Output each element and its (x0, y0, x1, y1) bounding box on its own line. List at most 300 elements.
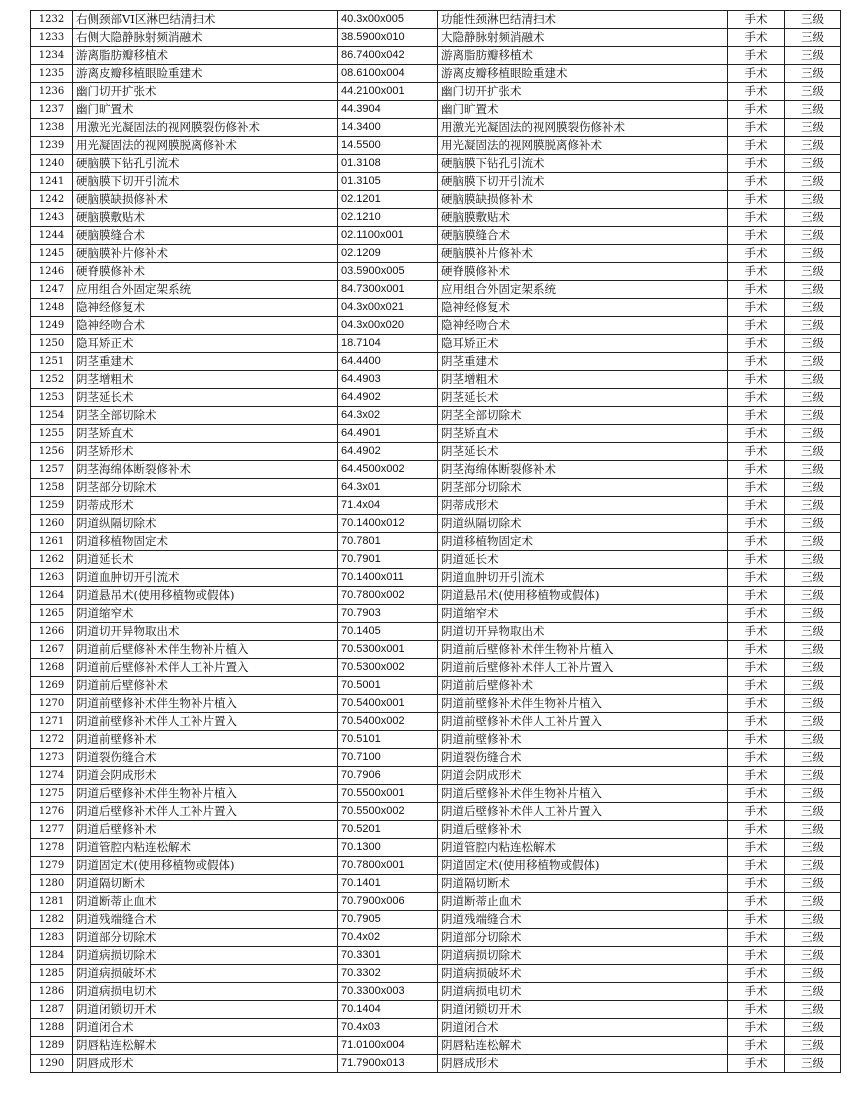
row-number: 1276 (31, 803, 73, 821)
procedure-name: 阴道病损电切术 (73, 983, 338, 1001)
mapped-procedure-name: 硬脑膜缝合术 (438, 227, 728, 245)
procedure-code: 14.3400 (338, 119, 438, 137)
procedure-name: 阴茎增粗术 (73, 371, 338, 389)
procedure-category: 手术 (728, 191, 785, 209)
procedure-code: 71.4x04 (338, 497, 438, 515)
table-row (31, 1001, 841, 1019)
procedure-code: 03.5900x005 (338, 263, 438, 281)
row-number: 1258 (31, 479, 73, 497)
procedure-name: 阴道残端缝合术 (73, 911, 338, 929)
row-number: 1268 (31, 659, 73, 677)
row-number: 1274 (31, 767, 73, 785)
procedure-name: 阴道断蒂止血术 (73, 893, 338, 911)
mapped-procedure-name: 阴道血肿切开引流术 (438, 569, 728, 587)
procedure-category: 手术 (728, 767, 785, 785)
table-row (31, 389, 841, 407)
procedure-category: 手术 (728, 137, 785, 155)
mapped-procedure-name: 阴道会阴成形术 (438, 767, 728, 785)
procedure-code: 08.6100x004 (338, 65, 438, 83)
row-number: 1289 (31, 1037, 73, 1055)
procedure-name: 阴道移植物固定术 (73, 533, 338, 551)
procedure-grade: 三级 (785, 497, 841, 515)
procedure-grade: 三级 (785, 407, 841, 425)
procedure-code: 70.7100 (338, 749, 438, 767)
mapped-procedure-name: 阴道切开异物取出术 (438, 623, 728, 641)
row-number: 1236 (31, 83, 73, 101)
table-row (31, 335, 841, 353)
procedure-grade: 三级 (785, 353, 841, 371)
procedure-code: 70.5500x001 (338, 785, 438, 803)
table-row (31, 857, 841, 875)
procedure-code: 01.3108 (338, 155, 438, 173)
mapped-procedure-name: 阴道纵隔切除术 (438, 515, 728, 533)
mapped-procedure-name: 硬脑膜下切开引流术 (438, 173, 728, 191)
row-number: 1256 (31, 443, 73, 461)
table-row (31, 443, 841, 461)
table-row (31, 785, 841, 803)
procedure-name: 阴道管腔内粘连松解术 (73, 839, 338, 857)
row-number: 1239 (31, 137, 73, 155)
table-row (31, 65, 841, 83)
procedure-name: 硬脑膜下钻孔引流术 (73, 155, 338, 173)
procedure-grade: 三级 (785, 29, 841, 47)
procedure-code: 64.4902 (338, 443, 438, 461)
procedure-grade: 三级 (785, 299, 841, 317)
table-row (31, 947, 841, 965)
procedure-name: 阴道后壁修补术伴生物补片植入 (73, 785, 338, 803)
procedure-category: 手术 (728, 785, 785, 803)
procedure-name: 硬脊膜修补术 (73, 263, 338, 281)
procedure-category: 手术 (728, 155, 785, 173)
table-row (31, 1055, 841, 1073)
row-number: 1237 (31, 101, 73, 119)
procedure-name: 阴道隔切断术 (73, 875, 338, 893)
table-row (31, 821, 841, 839)
table-row (31, 353, 841, 371)
row-number: 1282 (31, 911, 73, 929)
procedure-code: 44.2100x001 (338, 83, 438, 101)
mapped-procedure-name: 阴道前后壁修补术 (438, 677, 728, 695)
procedure-category: 手术 (728, 173, 785, 191)
procedure-code: 70.4x03 (338, 1019, 438, 1037)
procedure-code: 64.4400 (338, 353, 438, 371)
procedure-category: 手术 (728, 1037, 785, 1055)
procedure-category: 手术 (728, 893, 785, 911)
mapped-procedure-name: 阴茎重建术 (438, 353, 728, 371)
procedure-grade: 三级 (785, 965, 841, 983)
procedure-code: 64.4903 (338, 371, 438, 389)
table-row (31, 119, 841, 137)
procedure-category: 手术 (728, 911, 785, 929)
procedure-grade: 三级 (785, 137, 841, 155)
procedure-code: 84.7300x001 (338, 281, 438, 299)
procedure-name: 阴道前后壁修补术伴生物补片植入 (73, 641, 338, 659)
procedure-grade: 三级 (785, 533, 841, 551)
row-number: 1288 (31, 1019, 73, 1037)
procedure-name: 阴道延长术 (73, 551, 338, 569)
mapped-procedure-name: 阴道前壁修补术伴人工补片置入 (438, 713, 728, 731)
procedure-code: 71.0100x004 (338, 1037, 438, 1055)
procedure-name: 右侧大隐静脉射频消融术 (73, 29, 338, 47)
mapped-procedure-name: 阴道断蒂止血术 (438, 893, 728, 911)
procedure-code: 70.7800x001 (338, 857, 438, 875)
procedure-grade: 三级 (785, 929, 841, 947)
procedure-code: 04.3x00x020 (338, 317, 438, 335)
procedure-name: 用激光光凝固法的视网膜裂伤修补术 (73, 119, 338, 137)
procedure-name: 硬脑膜缺损修补术 (73, 191, 338, 209)
mapped-procedure-name: 阴道悬吊术(使用移植物或假体) (438, 587, 728, 605)
procedure-category: 手术 (728, 299, 785, 317)
row-number: 1261 (31, 533, 73, 551)
table-row (31, 47, 841, 65)
table-row (31, 641, 841, 659)
procedure-grade: 三级 (785, 209, 841, 227)
mapped-procedure-name: 阴道后壁修补术伴人工补片置入 (438, 803, 728, 821)
procedure-category: 手术 (728, 641, 785, 659)
procedure-category: 手术 (728, 353, 785, 371)
procedure-name: 阴茎矫形术 (73, 443, 338, 461)
procedure-grade: 三级 (785, 263, 841, 281)
document-page (30, 10, 840, 1108)
table-row (31, 893, 841, 911)
mapped-procedure-name: 大隐静脉射频消融术 (438, 29, 728, 47)
procedure-grade: 三级 (785, 605, 841, 623)
mapped-procedure-name: 阴道病损破坏术 (438, 965, 728, 983)
procedure-grade: 三级 (785, 983, 841, 1001)
procedure-code: 14.5500 (338, 137, 438, 155)
mapped-procedure-name: 阴道移植物固定术 (438, 533, 728, 551)
procedure-name: 阴道前后壁修补术 (73, 677, 338, 695)
procedure-category: 手术 (728, 947, 785, 965)
procedure-category: 手术 (728, 929, 785, 947)
procedure-name: 阴道病损破坏术 (73, 965, 338, 983)
procedure-category: 手术 (728, 497, 785, 515)
procedure-code: 44.3904 (338, 101, 438, 119)
table-row (31, 677, 841, 695)
procedure-grade: 三级 (785, 101, 841, 119)
mapped-procedure-name: 阴茎增粗术 (438, 371, 728, 389)
row-number: 1265 (31, 605, 73, 623)
procedure-code: 70.7906 (338, 767, 438, 785)
mapped-procedure-name: 阴道部分切除术 (438, 929, 728, 947)
procedure-code: 64.4902 (338, 389, 438, 407)
procedure-code: 70.7800x002 (338, 587, 438, 605)
mapped-procedure-name: 阴道前壁修补术 (438, 731, 728, 749)
procedure-code: 04.3x00x021 (338, 299, 438, 317)
row-number: 1284 (31, 947, 73, 965)
procedure-grade: 三级 (785, 749, 841, 767)
procedure-category: 手术 (728, 857, 785, 875)
procedure-code: 02.1201 (338, 191, 438, 209)
procedure-grade: 三级 (785, 443, 841, 461)
row-number: 1267 (31, 641, 73, 659)
mapped-procedure-name: 阴道残端缝合术 (438, 911, 728, 929)
mapped-procedure-name: 阴茎海绵体断裂修补术 (438, 461, 728, 479)
mapped-procedure-name: 阴道前后壁修补术伴生物补片植入 (438, 641, 728, 659)
procedure-code: 64.4500x002 (338, 461, 438, 479)
mapped-procedure-name: 阴蒂成形术 (438, 497, 728, 515)
mapped-procedure-name: 阴道前后壁修补术伴人工补片置入 (438, 659, 728, 677)
procedure-category: 手术 (728, 443, 785, 461)
row-number: 1266 (31, 623, 73, 641)
row-number: 1243 (31, 209, 73, 227)
row-number: 1255 (31, 425, 73, 443)
mapped-procedure-name: 隐耳矫正术 (438, 335, 728, 353)
table-row (31, 425, 841, 443)
procedure-name: 阴道血肿切开引流术 (73, 569, 338, 587)
procedure-name: 阴道闭锁切开术 (73, 1001, 338, 1019)
row-number: 1287 (31, 1001, 73, 1019)
row-number: 1234 (31, 47, 73, 65)
procedure-name: 阴道纵隔切除术 (73, 515, 338, 533)
procedure-code: 70.7901 (338, 551, 438, 569)
procedure-grade: 三级 (785, 623, 841, 641)
mapped-procedure-name: 阴道缩窄术 (438, 605, 728, 623)
procedure-category: 手术 (728, 803, 785, 821)
procedure-category: 手术 (728, 119, 785, 137)
mapped-procedure-name: 阴茎全部切除术 (438, 407, 728, 425)
table-row (31, 1019, 841, 1037)
mapped-procedure-name: 阴道后壁修补术 (438, 821, 728, 839)
procedure-name: 阴道固定术(使用移植物或假体) (73, 857, 338, 875)
procedure-grade: 三级 (785, 191, 841, 209)
procedure-name: 阴道切开异物取出术 (73, 623, 338, 641)
procedure-code: 70.5400x001 (338, 695, 438, 713)
procedure-category: 手术 (728, 551, 785, 569)
procedure-grade: 三级 (785, 821, 841, 839)
table-row (31, 407, 841, 425)
procedure-category: 手术 (728, 875, 785, 893)
mapped-procedure-name: 阴道闭锁切开术 (438, 1001, 728, 1019)
procedure-name: 阴道缩窄术 (73, 605, 338, 623)
procedure-code: 70.5300x002 (338, 659, 438, 677)
mapped-procedure-name: 阴道闭合术 (438, 1019, 728, 1037)
mapped-procedure-name: 幽门旷置术 (438, 101, 728, 119)
mapped-procedure-name: 阴道固定术(使用移植物或假体) (438, 857, 728, 875)
row-number: 1249 (31, 317, 73, 335)
mapped-procedure-name: 阴唇成形术 (438, 1055, 728, 1073)
mapped-procedure-name: 阴茎延长术 (438, 389, 728, 407)
procedure-code: 38.5900x010 (338, 29, 438, 47)
row-number: 1254 (31, 407, 73, 425)
table-row (31, 317, 841, 335)
row-number: 1252 (31, 371, 73, 389)
row-number: 1260 (31, 515, 73, 533)
procedure-category: 手术 (728, 533, 785, 551)
procedure-grade: 三级 (785, 335, 841, 353)
procedure-grade: 三级 (785, 551, 841, 569)
procedure-grade: 三级 (785, 839, 841, 857)
row-number: 1245 (31, 245, 73, 263)
procedure-grade: 三级 (785, 1019, 841, 1037)
mapped-procedure-name: 功能性颈淋巴结清扫术 (438, 11, 728, 29)
procedure-grade: 三级 (785, 1037, 841, 1055)
procedure-grade: 三级 (785, 659, 841, 677)
table-row (31, 767, 841, 785)
procedure-grade: 三级 (785, 155, 841, 173)
procedure-name: 隐耳矫正术 (73, 335, 338, 353)
procedure-category: 手术 (728, 569, 785, 587)
procedure-name: 用光凝固法的视网膜脱离修补术 (73, 137, 338, 155)
procedure-name: 阴茎部分切除术 (73, 479, 338, 497)
table-row (31, 803, 841, 821)
procedure-code: 02.1209 (338, 245, 438, 263)
procedure-name: 阴道前壁修补术 (73, 731, 338, 749)
mapped-procedure-name: 阴茎部分切除术 (438, 479, 728, 497)
table-row (31, 515, 841, 533)
mapped-procedure-name: 阴道前壁修补术伴生物补片植入 (438, 695, 728, 713)
procedure-code: 64.4901 (338, 425, 438, 443)
row-number: 1257 (31, 461, 73, 479)
procedure-category: 手术 (728, 83, 785, 101)
procedure-grade: 三级 (785, 515, 841, 533)
mapped-procedure-name: 阴道裂伤缝合术 (438, 749, 728, 767)
procedure-grade: 三级 (785, 479, 841, 497)
row-number: 1248 (31, 299, 73, 317)
table-row (31, 209, 841, 227)
row-number: 1269 (31, 677, 73, 695)
procedure-code: 70.5101 (338, 731, 438, 749)
procedure-code: 70.1404 (338, 1001, 438, 1019)
procedure-name: 阴蒂成形术 (73, 497, 338, 515)
procedure-name: 阴道闭合术 (73, 1019, 338, 1037)
procedure-grade: 三级 (785, 803, 841, 821)
mapped-procedure-name: 隐神经修复术 (438, 299, 728, 317)
row-number: 1271 (31, 713, 73, 731)
procedure-category: 手术 (728, 839, 785, 857)
procedure-grade: 三级 (785, 1001, 841, 1019)
procedure-code: 70.3300x003 (338, 983, 438, 1001)
procedure-grade: 三级 (785, 119, 841, 137)
procedure-grade: 三级 (785, 281, 841, 299)
procedure-category: 手术 (728, 245, 785, 263)
procedure-name: 游离皮瓣移植眼睑重建术 (73, 65, 338, 83)
procedure-name: 应用组合外固定架系统 (73, 281, 338, 299)
procedure-category: 手术 (728, 587, 785, 605)
procedure-code: 70.1405 (338, 623, 438, 641)
row-number: 1253 (31, 389, 73, 407)
procedure-category: 手术 (728, 731, 785, 749)
procedure-category: 手术 (728, 425, 785, 443)
procedure-code: 86.7400x042 (338, 47, 438, 65)
procedure-category: 手术 (728, 209, 785, 227)
row-number: 1263 (31, 569, 73, 587)
table-row (31, 263, 841, 281)
procedure-name: 隐神经吻合术 (73, 317, 338, 335)
procedure-name: 阴茎全部切除术 (73, 407, 338, 425)
row-number: 1285 (31, 965, 73, 983)
mapped-procedure-name: 隐神经吻合术 (438, 317, 728, 335)
row-number: 1233 (31, 29, 73, 47)
procedure-category: 手术 (728, 227, 785, 245)
procedure-name: 阴道裂伤缝合术 (73, 749, 338, 767)
table-row (31, 101, 841, 119)
procedure-grade: 三级 (785, 947, 841, 965)
procedure-category: 手术 (728, 1001, 785, 1019)
row-number: 1290 (31, 1055, 73, 1073)
procedure-code: 02.1100x001 (338, 227, 438, 245)
procedure-code: 02.1210 (338, 209, 438, 227)
row-number: 1247 (31, 281, 73, 299)
procedure-name: 阴道悬吊术(使用移植物或假体) (73, 587, 338, 605)
procedure-name: 阴道部分切除术 (73, 929, 338, 947)
procedure-grade: 三级 (785, 893, 841, 911)
table-row (31, 731, 841, 749)
table-row (31, 137, 841, 155)
procedure-category: 手术 (728, 29, 785, 47)
mapped-procedure-name: 阴唇粘连松解术 (438, 1037, 728, 1055)
table-row (31, 587, 841, 605)
procedure-name: 阴茎海绵体断裂修补术 (73, 461, 338, 479)
procedure-grade: 三级 (785, 785, 841, 803)
procedure-name: 硬脑膜缝合术 (73, 227, 338, 245)
procedure-category: 手术 (728, 389, 785, 407)
table-row (31, 1037, 841, 1055)
procedure-category: 手术 (728, 47, 785, 65)
procedure-category: 手术 (728, 11, 785, 29)
table-row (31, 713, 841, 731)
procedure-category: 手术 (728, 1019, 785, 1037)
procedure-category: 手术 (728, 65, 785, 83)
procedure-grade: 三级 (785, 641, 841, 659)
procedure-name: 阴唇粘连松解术 (73, 1037, 338, 1055)
procedure-grade: 三级 (785, 569, 841, 587)
procedure-code: 70.7801 (338, 533, 438, 551)
procedure-code: 70.1400x011 (338, 569, 438, 587)
procedure-category: 手术 (728, 479, 785, 497)
procedure-grade: 三级 (785, 713, 841, 731)
procedure-grade: 三级 (785, 1055, 841, 1073)
row-number: 1262 (31, 551, 73, 569)
procedure-category: 手术 (728, 263, 785, 281)
procedure-code: 71.7900x013 (338, 1055, 438, 1073)
procedure-code: 70.1401 (338, 875, 438, 893)
row-number: 1241 (31, 173, 73, 191)
procedure-grade: 三级 (785, 83, 841, 101)
procedure-name: 阴道前后壁修补术伴人工补片置入 (73, 659, 338, 677)
procedure-name: 阴茎延长术 (73, 389, 338, 407)
procedure-code: 70.5500x002 (338, 803, 438, 821)
table-row (31, 29, 841, 47)
table-row (31, 227, 841, 245)
mapped-procedure-name: 阴茎延长术 (438, 443, 728, 461)
procedure-name: 幽门切开扩张术 (73, 83, 338, 101)
row-number: 1278 (31, 839, 73, 857)
procedure-name: 阴茎重建术 (73, 353, 338, 371)
table-row (31, 461, 841, 479)
table-row (31, 839, 841, 857)
procedure-grade: 三级 (785, 695, 841, 713)
table-row (31, 605, 841, 623)
procedure-category: 手术 (728, 101, 785, 119)
procedure-name: 隐神经修复术 (73, 299, 338, 317)
table-row (31, 479, 841, 497)
procedure-code: 64.3x02 (338, 407, 438, 425)
procedure-grade: 三级 (785, 227, 841, 245)
procedure-grade: 三级 (785, 767, 841, 785)
mapped-procedure-name: 硬脑膜下钻孔引流术 (438, 155, 728, 173)
procedure-name: 硬脑膜下切开引流术 (73, 173, 338, 191)
row-number: 1273 (31, 749, 73, 767)
procedure-name: 硬脑膜补片修补术 (73, 245, 338, 263)
procedure-code: 70.7900x006 (338, 893, 438, 911)
procedure-table (30, 10, 841, 1073)
mapped-procedure-name: 应用组合外固定架系统 (438, 281, 728, 299)
mapped-procedure-name: 阴道延长术 (438, 551, 728, 569)
table-row (31, 929, 841, 947)
table-row (31, 749, 841, 767)
mapped-procedure-name: 幽门切开扩张术 (438, 83, 728, 101)
